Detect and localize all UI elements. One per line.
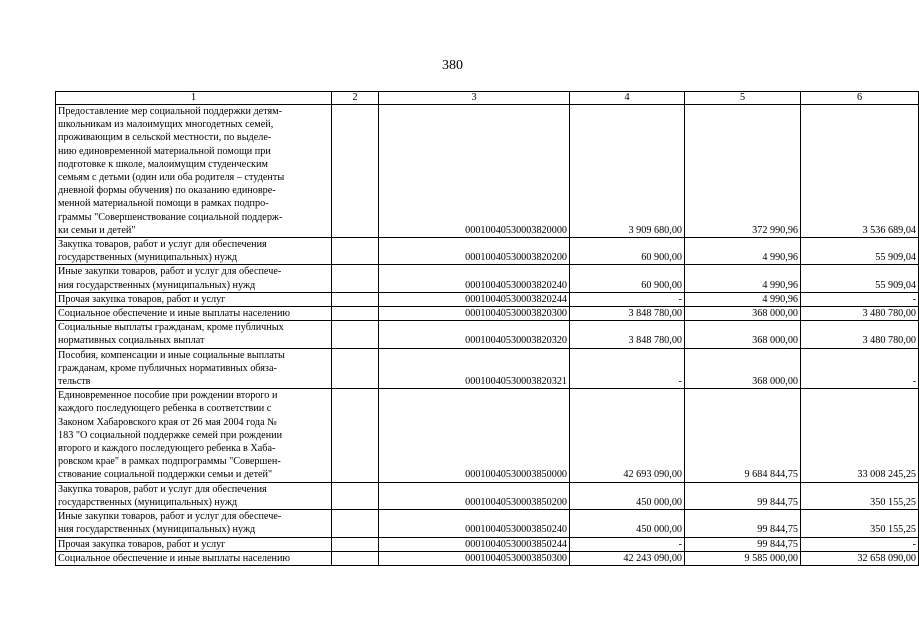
row-col2: [332, 265, 379, 292]
row-amount-col6: 3 480 780,00: [801, 307, 919, 321]
row-amount-col4: 42 243 090,00: [570, 551, 685, 565]
row-amount-col5: 9 585 000,00: [685, 551, 801, 565]
row-description: Закупка товаров, работ и услуг для обеспечения государственных (муниципальных) нужд: [56, 482, 332, 509]
row-amount-col4: 42 693 090,00: [570, 389, 685, 482]
row-budget-code: 00010040530003820321: [379, 348, 570, 389]
row-amount-col4: 450 000,00: [570, 510, 685, 537]
row-budget-code: 00010040530003850000: [379, 389, 570, 482]
table-row: [56, 292, 919, 306]
row-description: Социальное обеспечение и иные выплаты населению: [56, 307, 332, 321]
row-col2: [332, 389, 379, 482]
table-row: [56, 307, 919, 321]
row-amount-col5: 4 990,96: [685, 292, 801, 306]
column-number-header-row: [56, 92, 919, 105]
row-col2: [332, 105, 379, 238]
row-amount-col6: -: [801, 537, 919, 551]
row-col2: [332, 307, 379, 321]
row-amount-col6: 3 480 780,00: [801, 321, 919, 348]
row-description: Единовременное пособие при рождении второго и каждого последующего ребенка в соответствии с Законом Хабаровского края от 26 мая 2004 года № 183 "О социальной поддержке семей при рождении второго и каждого последующего ребенка в Хаба- ровском крае" в рамках подпрограммы "Совершен- ствование социальной поддержки семьи и детей": [56, 389, 332, 482]
page-number: 380: [442, 58, 463, 73]
row-amount-col5: 368 000,00: [685, 307, 801, 321]
row-amount-col4: 3 909 680,00: [570, 105, 685, 238]
row-description: Закупка товаров, работ и услуг для обеспечения государственных (муниципальных) нужд: [56, 238, 332, 265]
row-amount-col4: -: [570, 537, 685, 551]
row-amount-col6: -: [801, 292, 919, 306]
table-row: [56, 551, 919, 565]
row-description: Иные закупки товаров, работ и услуг для обеспече- ния государственных (муниципальных) нужд: [56, 265, 332, 292]
table-row: [56, 537, 919, 551]
row-col2: [332, 551, 379, 565]
table-row: [56, 238, 919, 265]
row-amount-col4: 450 000,00: [570, 482, 685, 509]
row-amount-col6: 33 008 245,25: [801, 389, 919, 482]
row-amount-col5: 9 684 844,75: [685, 389, 801, 482]
row-budget-code: 00010040530003820000: [379, 105, 570, 238]
row-amount-col6: 350 155,25: [801, 482, 919, 509]
table-row: [56, 389, 919, 482]
column-number-2: 2: [332, 92, 379, 105]
row-amount-col4: 3 848 780,00: [570, 321, 685, 348]
row-amount-col4: 60 900,00: [570, 265, 685, 292]
row-description: Прочая закупка товаров, работ и услуг: [56, 537, 332, 551]
row-col2: [332, 292, 379, 306]
row-description: Пособия, компенсации и иные социальные выплаты гражданам, кроме публичных нормативных обяза- тельств: [56, 348, 332, 389]
row-col2: [332, 482, 379, 509]
row-amount-col4: -: [570, 348, 685, 389]
row-amount-col5: 368 000,00: [685, 348, 801, 389]
row-col2: [332, 238, 379, 265]
budget-table: [55, 91, 919, 566]
row-description: Прочая закупка товаров, работ и услуг: [56, 292, 332, 306]
row-amount-col6: 3 536 689,04: [801, 105, 919, 238]
row-budget-code: 00010040530003820300: [379, 307, 570, 321]
column-number-6: 6: [801, 92, 919, 105]
row-amount-col5: 99 844,75: [685, 510, 801, 537]
row-amount-col4: -: [570, 292, 685, 306]
table-row: [56, 265, 919, 292]
row-amount-col6: 55 909,04: [801, 238, 919, 265]
table-body: [56, 105, 919, 566]
row-col2: [332, 510, 379, 537]
table-row: [56, 482, 919, 509]
row-amount-col6: 55 909,04: [801, 265, 919, 292]
row-description: Иные закупки товаров, работ и услуг для обеспече- ния государственных (муниципальных) нужд: [56, 510, 332, 537]
row-amount-col4: 3 848 780,00: [570, 307, 685, 321]
row-description: Предоставление мер социальной поддержки детям- школьникам из малоимущих многодетных семей, проживающим в сельской местности, по выделе- нию единовременной материальной помощи при подготовке к школе, малоимущим студенческим семьям с детьми (один или оба родителя – студенты дневной формы обучения) по оказанию единовре- менной материальной помощи в рамках подпро- граммы "Совершенствование социальной поддерж- ки семьи и детей": [56, 105, 332, 238]
row-col2: [332, 321, 379, 348]
table-row: [56, 348, 919, 389]
column-number-5: 5: [685, 92, 801, 105]
row-amount-col5: 4 990,96: [685, 265, 801, 292]
row-amount-col4: 60 900,00: [570, 238, 685, 265]
row-amount-col6: 32 658 090,00: [801, 551, 919, 565]
row-budget-code: 00010040530003850300: [379, 551, 570, 565]
row-amount-col6: -: [801, 348, 919, 389]
row-amount-col6: 350 155,25: [801, 510, 919, 537]
column-number-1: 1: [56, 92, 332, 105]
row-amount-col5: 99 844,75: [685, 482, 801, 509]
table-row: [56, 321, 919, 348]
row-col2: [332, 348, 379, 389]
row-description: Социальное обеспечение и иные выплаты населению: [56, 551, 332, 565]
row-amount-col5: 99 844,75: [685, 537, 801, 551]
row-budget-code: 00010040530003820320: [379, 321, 570, 348]
row-amount-col5: 4 990,96: [685, 238, 801, 265]
row-budget-code: 00010040530003820200: [379, 238, 570, 265]
row-budget-code: 00010040530003820244: [379, 292, 570, 306]
row-budget-code: 00010040530003820240: [379, 265, 570, 292]
table-row: [56, 510, 919, 537]
row-amount-col5: 372 990,96: [685, 105, 801, 238]
column-number-4: 4: [570, 92, 685, 105]
row-col2: [332, 537, 379, 551]
row-amount-col5: 368 000,00: [685, 321, 801, 348]
table-row: [56, 105, 919, 238]
row-budget-code: 00010040530003850240: [379, 510, 570, 537]
row-budget-code: 00010040530003850200: [379, 482, 570, 509]
column-number-3: 3: [379, 92, 570, 105]
row-description: Социальные выплаты гражданам, кроме публичных нормативных социальных выплат: [56, 321, 332, 348]
row-budget-code: 00010040530003850244: [379, 537, 570, 551]
